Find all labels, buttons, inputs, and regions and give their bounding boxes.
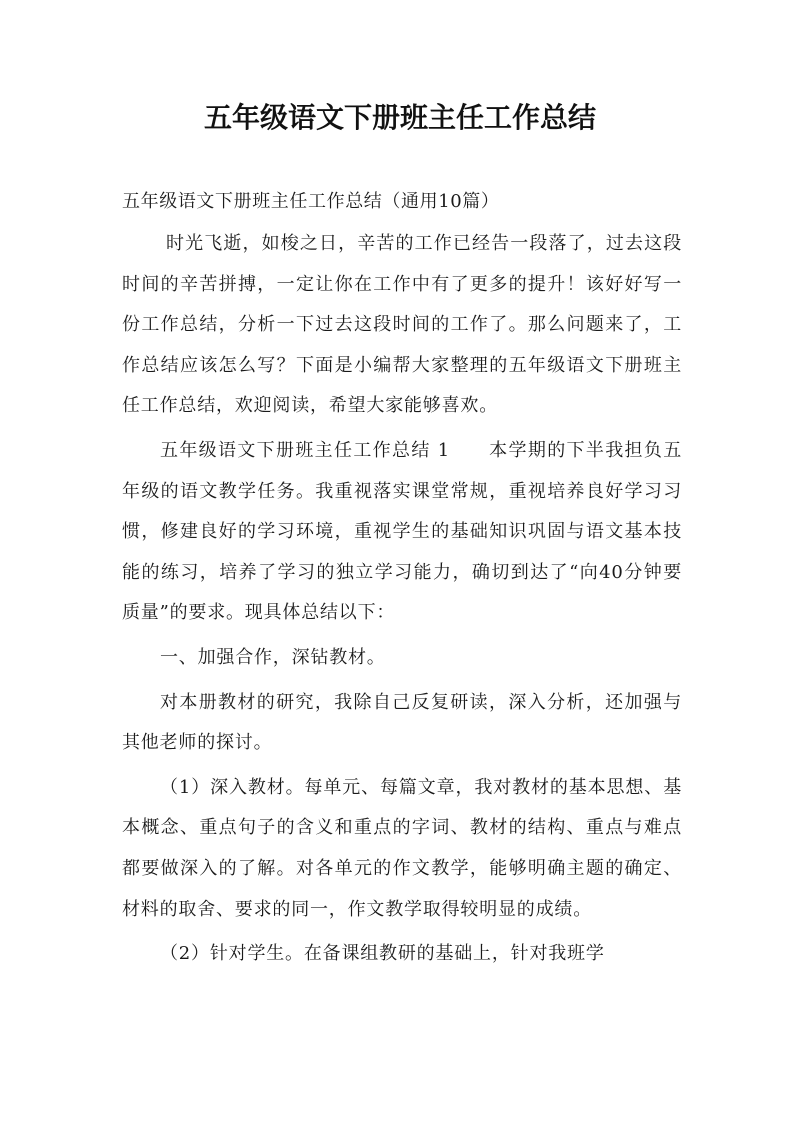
- paragraph-point-1: （1）深入教材。每单元、每篇文章，我对教材的基本思想、基本概念、重点句子的含义和重点的字词、教材的结构、重点与难点都要做深入的了解。对各单元的作文教学，能够明确主题的确定、材料的取舍、要求的同一，作文教学取得较明显的成绩。: [122, 776, 682, 920]
- paragraph-research: 对本册教材的研究，我除自己反复研读，深入分析，还加强与其他老师的探讨。: [122, 691, 682, 754]
- paragraph-point-2: （2）针对学生。在备课组教研的基础上，针对我班学: [160, 943, 605, 965]
- section-heading: 一、加强合作，深钻教材。: [160, 646, 386, 668]
- paragraph-intro: 时光飞逝，如梭之日，辛苦的工作已经告一段落了，过去这段时间的辛苦拼搏，一定让你在工作中有了更多的提升！该好好写一份工作总结，分析一下过去这段时间的工作了。那么问题来了，工作总结应该怎么写？下面是小编帮大家整理的五年级语文下册班主任工作总结，欢迎阅读，希望大家能够喜欢。: [122, 233, 682, 417]
- document-subtitle: 五年级语文下册班主任工作总结（通用10篇）: [122, 191, 500, 212]
- paragraph-summary-1: 五年级语文下册班主任工作总结 1 本学期的下半我担负五年级的语文教学任务。我重视落实课堂常规，重视培养良好学习习惯，修建良好的学习环境，重视学生的基础知识巩固与语文基本技能的练习，培养了学习的独立学习能力，确切到达了“向40分钟要质量”的要求。现具体总结以下：: [122, 439, 682, 624]
- document-body: [122, 224, 682, 979]
- document-title: 五年级语文下册班主任工作总结: [203, 101, 596, 134]
